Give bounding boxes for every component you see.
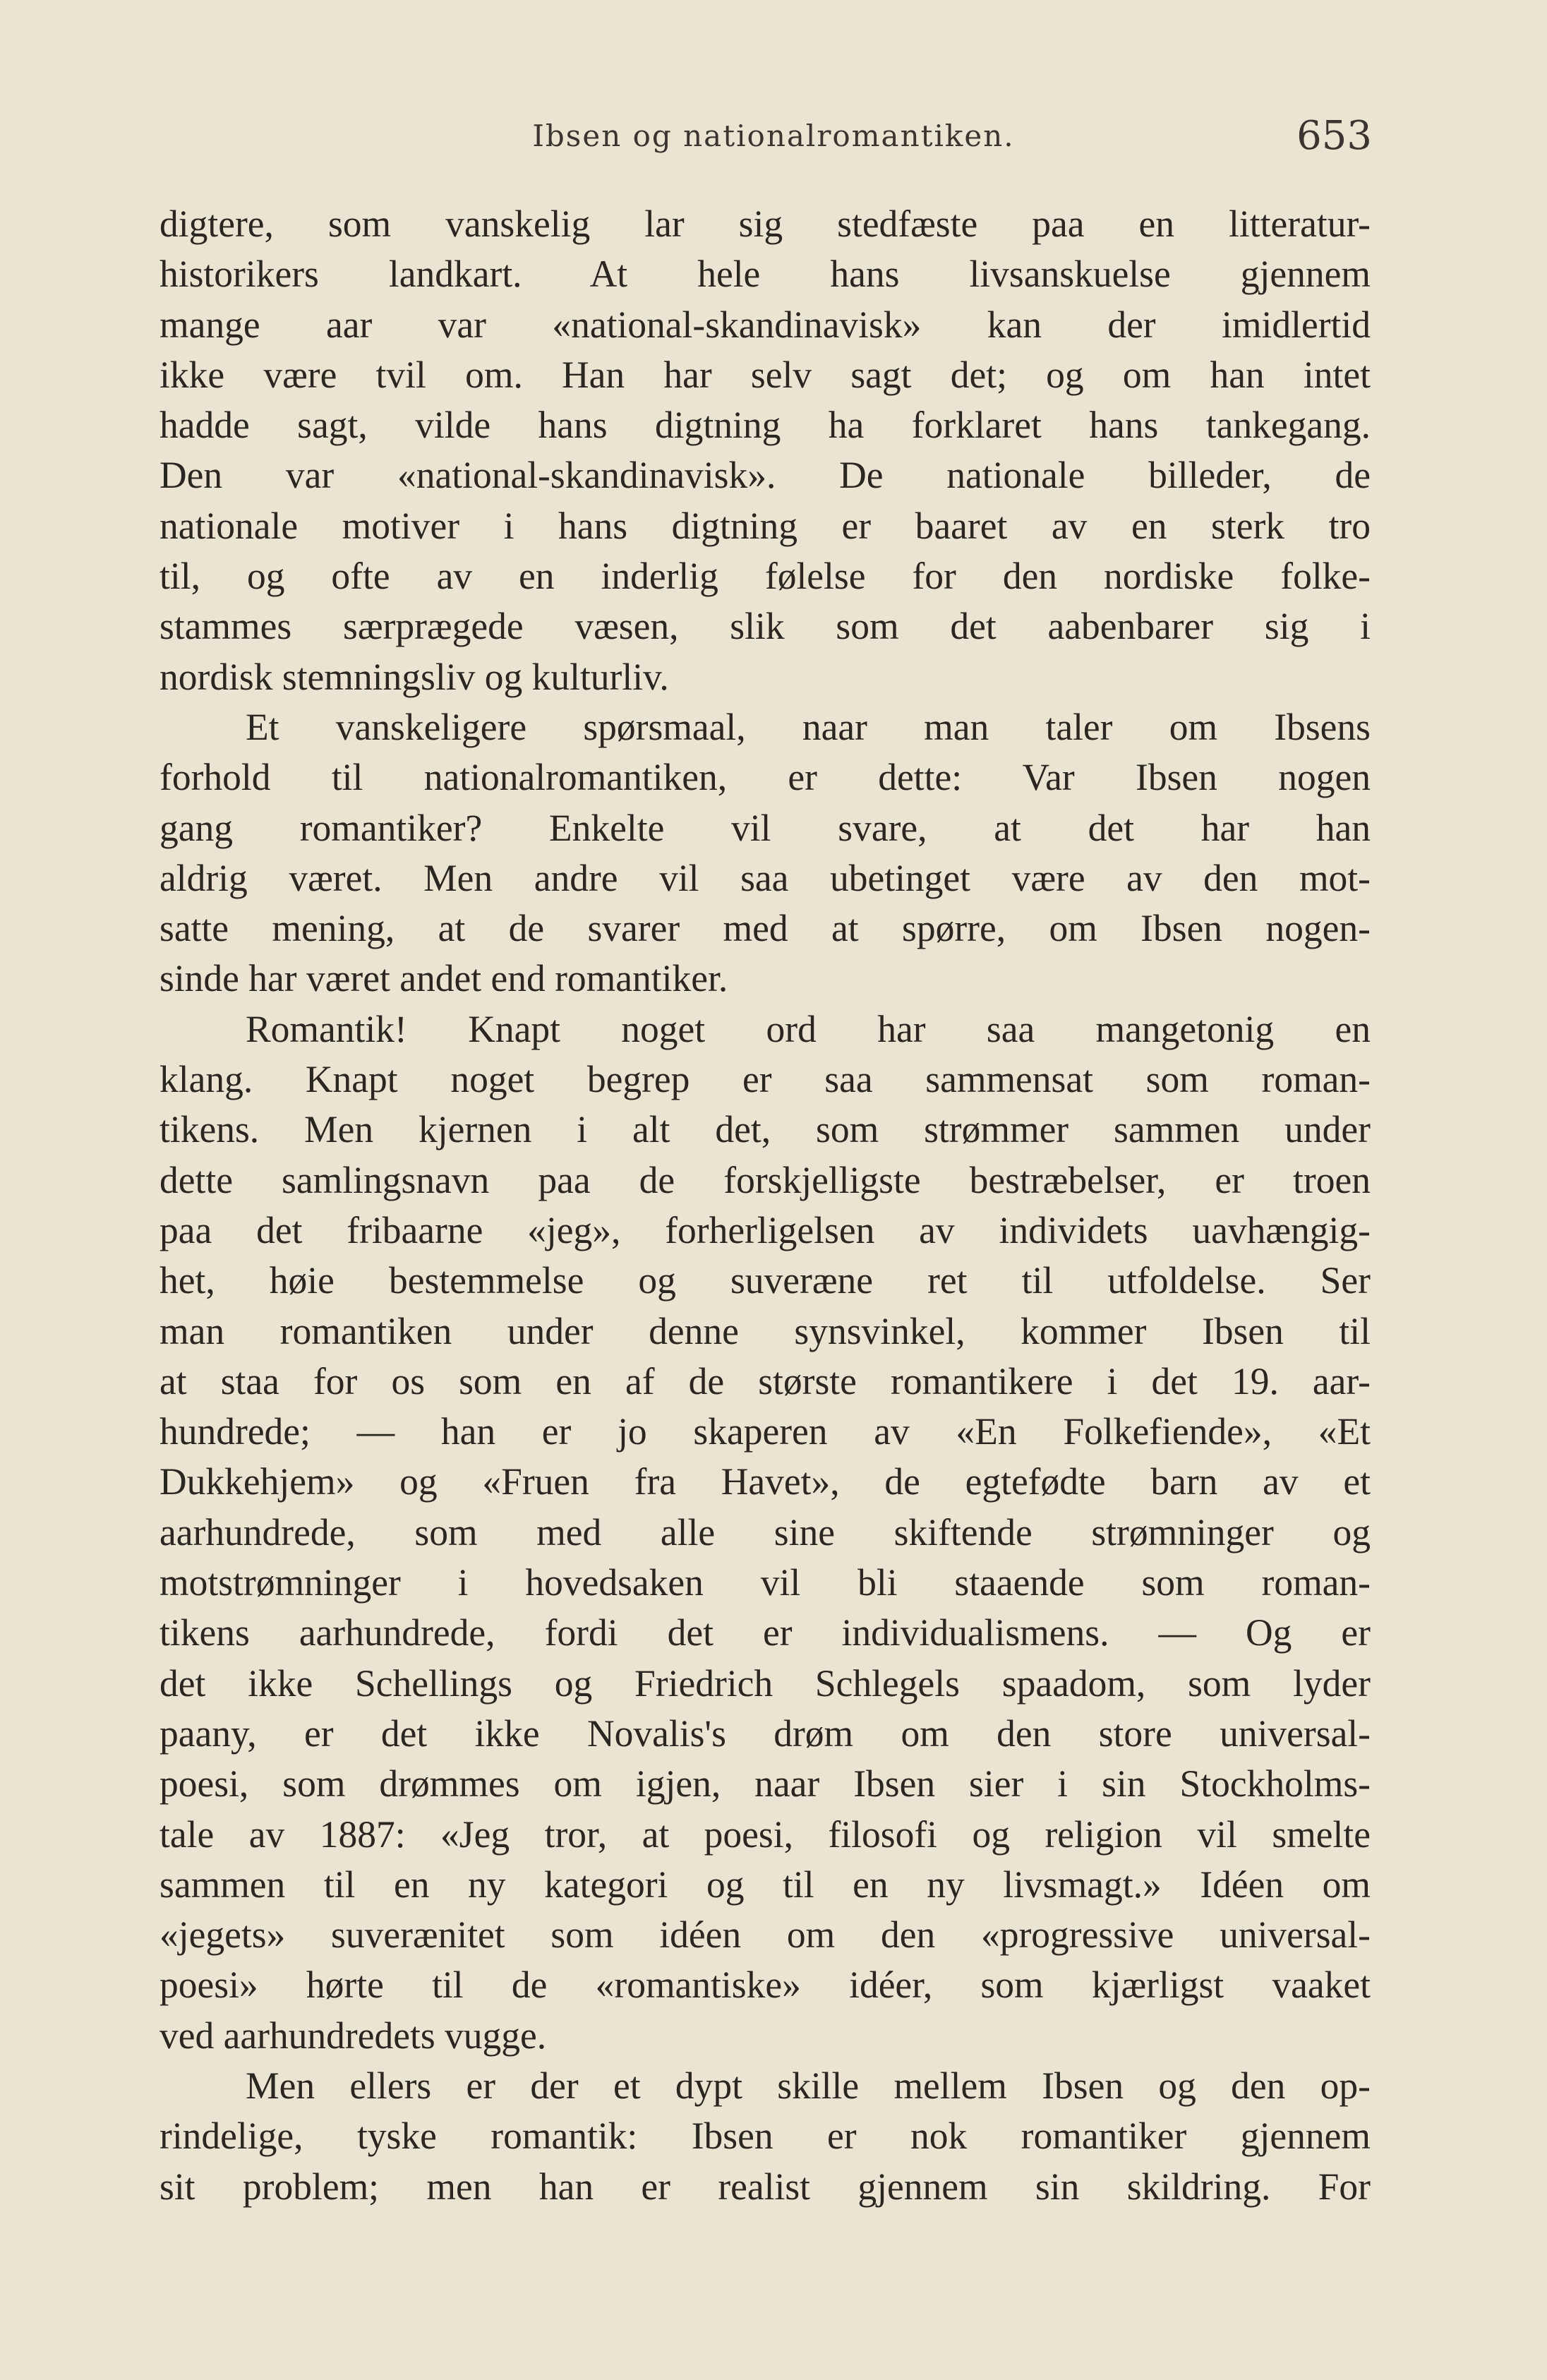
text-line: dette samlingsnavn paa de forskjelligste bestræbelser, er troen [159, 1158, 1371, 1201]
text-line: Men ellers er der et dypt skille mellem Ibsen og den op- [246, 2064, 1371, 2107]
running-title: Ibsen og nationalromantiken. [532, 119, 1015, 153]
text-line: til, og ofte av en inderlig følelse for den nordiske folke- [159, 555, 1371, 598]
paragraph [159, 1004, 1371, 2061]
text-line: historikers landkart. At hele hans livsanskuelse gjennem [159, 253, 1371, 296]
text-line: at staa for os som en af de største romantikere i det 19. aar- [159, 1359, 1371, 1402]
text-line: paa det fribaarne «jeg», forherligelsen av individets uavhængig- [159, 1208, 1371, 1251]
text-line: forhold til nationalromantiken, er dette: Var Ibsen nogen [159, 756, 1371, 799]
text-line: paany, er det ikke Novalis's drøm om den store universal- [159, 1712, 1371, 1755]
text-line: Romantik! Knapt noget ord har saa mangetonig en [246, 1007, 1371, 1050]
text-line: tikens. Men kjernen i alt det, som strømmer sammen under [159, 1108, 1371, 1151]
text-line: ikke være tvil om. Han har selv sagt det; og om han intet [159, 353, 1371, 396]
text-line: hadde sagt, vilde hans digtning ha forklaret hans tankegang. [159, 404, 1371, 447]
text-line: Et vanskeligere spørsmaal, naar man taler om Ibsens [246, 705, 1371, 748]
text-line: het, høie bestemmelse og suveræne ret til utfoldelse. Ser [159, 1259, 1371, 1302]
paragraph [159, 199, 1371, 702]
text-line: man romantiken under denne synsvinkel, kommer Ibsen til [159, 1309, 1371, 1352]
text-line: «jegets» suverænitet som idéen om den «progressive universal- [159, 1913, 1371, 1957]
text-line: motstrømninger i hovedsaken vil bli staaende som roman- [159, 1561, 1371, 1604]
text-line: tale av 1887: «Jeg tror, at poesi, filosofi og religion vil smelte [159, 1813, 1371, 1856]
text-line: satte mening, at de svarer med at spørre, om Ibsen nogen- [159, 907, 1371, 950]
page-number: 653 [1296, 113, 1372, 159]
text-line: stammes særprægede væsen, slik som det aabenbarer sig i [159, 605, 1371, 648]
text-line: aldrig været. Men andre vil saa ubetinget være av den mot- [159, 856, 1371, 899]
text-line: gang romantiker? Enkelte vil svare, at det har han [159, 806, 1371, 849]
paragraph [159, 2061, 1371, 2212]
text-line: aarhundrede, som med alle sine skiftende strømninger og [159, 1510, 1371, 1553]
body-text [159, 199, 1371, 2212]
running-head [0, 113, 1547, 175]
text-line: nationale motiver i hans digtning er baaret av en sterk tro [159, 504, 1371, 547]
text-line: nordisk stemningsliv og kulturliv. [159, 655, 669, 698]
paragraph [159, 702, 1371, 1004]
text-line: det ikke Schellings og Friedrich Schlegels spaadom, som lyder [159, 1661, 1371, 1705]
text-line: sit problem; men han er realist gjennem sin skildring. For [159, 2165, 1371, 2208]
text-line: digtere, som vanskelig lar sig stedfæste paa en litteratur- [159, 203, 1371, 245]
text-line: sammen til en ny kategori og til en ny livsmagt.» Idéen om [159, 1863, 1371, 1906]
text-line: Den var «national-skandinavisk». De nationale billeder, de [159, 454, 1371, 497]
text-line: poesi, som drømmes om igjen, naar Ibsen sier i sin Stockholms- [159, 1762, 1371, 1805]
text-line: ved aarhundredets vugge. [159, 2014, 547, 2057]
text-line: poesi» hørte til de «romantiske» idéer, som kjærligst vaaket [159, 1964, 1371, 2007]
text-line: mange aar var «national-skandinavisk» kan der imidlertid [159, 303, 1371, 346]
text-line: klang. Knapt noget begrep er saa sammensat som roman- [159, 1058, 1371, 1101]
text-line: tikens aarhundrede, fordi det er individualismens. — Og er [159, 1611, 1371, 1654]
text-line: sinde har været andet end romantiker. [159, 957, 728, 1000]
text-line: hundrede; — han er jo skaperen av «En Folkefiende», «Et [159, 1410, 1371, 1453]
text-line: rindelige, tyske romantik: Ibsen er nok romantiker gjennem [159, 2115, 1371, 2158]
text-line: Dukkehjem» og «Fruen fra Havet», de egtefødte barn av et [159, 1460, 1371, 1503]
